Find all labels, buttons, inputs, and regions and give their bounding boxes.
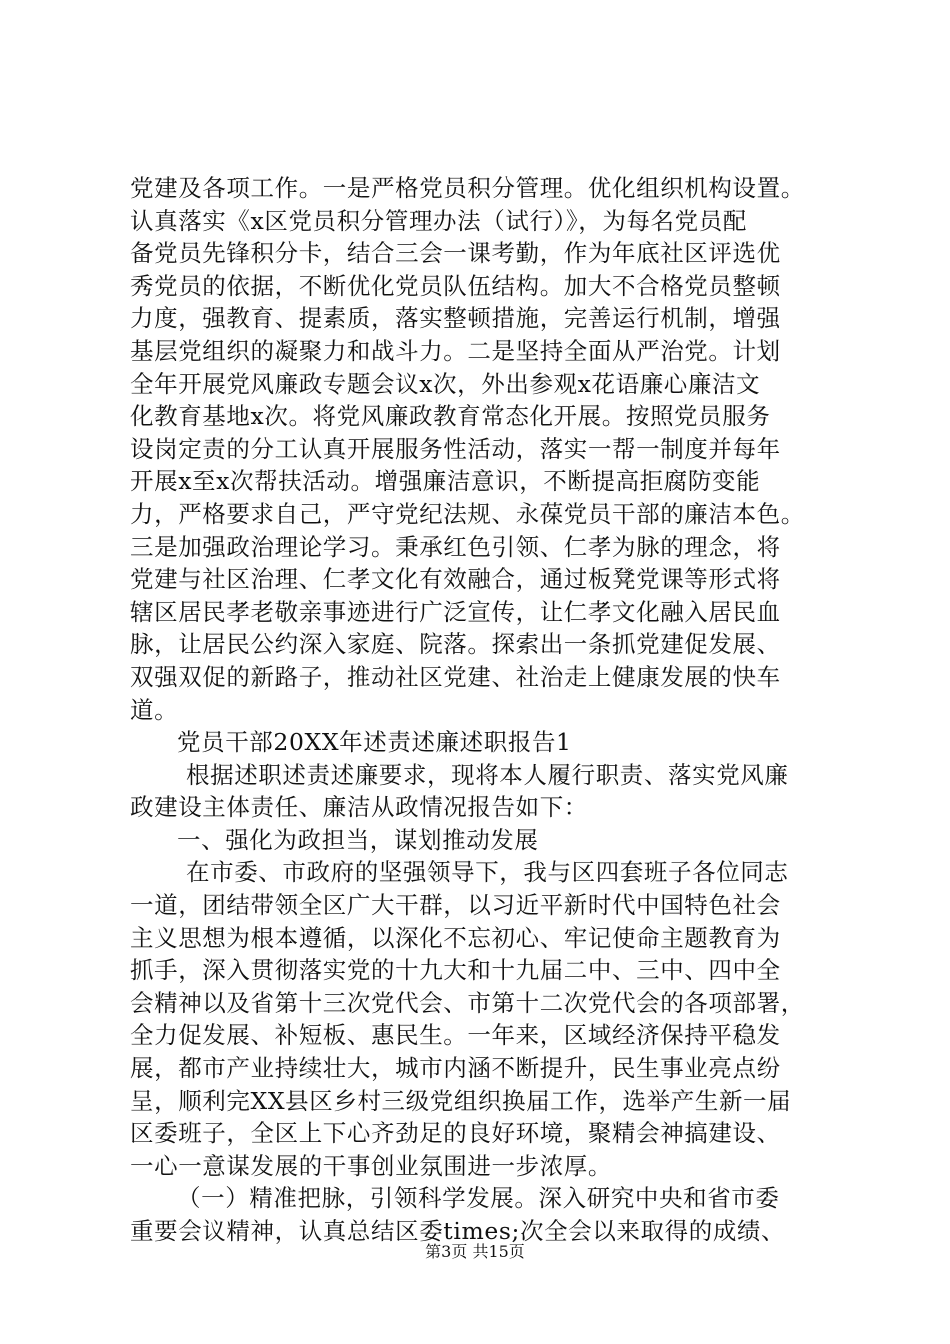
text-line: 全年开展党风廉政专题会议x次，外出参观x花语廉心廉洁文 xyxy=(130,369,761,398)
text-line: 党建及各项工作。一是严格党员积分管理。优化组织机构设置。 xyxy=(130,174,805,202)
text-line: 化教育基地x次。将党风廉政教育常态化开展。按照党员服务 xyxy=(130,402,771,431)
page-number-footer: 第3页 共15页 xyxy=(425,1242,525,1261)
text-line: 党建与社区治理、仁孝文化有效融合，通过板凳党课等形式将 xyxy=(130,565,781,594)
text-line: 重要会议精神，认真总结区委times;次全会以来取得的成绩、 xyxy=(130,1217,786,1245)
text-line: 政建设主体责任、廉洁从政情况报告如下： xyxy=(130,793,588,822)
text-line: 认真落实《x区党员积分管理办法（试行）》，为每名党员配 xyxy=(130,206,747,235)
text-line: 双强双促的新路子，推动社区党建、社治走上健康发展的快车 xyxy=(130,662,781,691)
text-line: 呈，顺利完XX县区乡村三级党组织换届工作，选举产生新一届 xyxy=(130,1086,792,1115)
text-line: 基层党组织的凝聚力和战斗力。二是坚持全面从严治党。计划 xyxy=(130,336,781,365)
text-line: 辖区居民孝老敬亲事迹进行广泛宣传，让仁孝文化融入居民血 xyxy=(130,597,781,626)
text-line: 开展x至x次帮扶活动。增强廉洁意识，不断提高拒腐防变能 xyxy=(130,467,761,496)
text-line: 展，都市产业持续壮大，城市内涵不断提升，民生事业亮点纷 xyxy=(130,1054,781,1083)
text-line: 秀党员的依据，不断优化党员队伍结构。加大不合格党员整顿 xyxy=(130,271,781,300)
text-line: 在市委、市政府的坚强领导下，我与区四套班子各位同志 xyxy=(186,858,789,887)
text-line: 根据述职述责述廉要求，现将本人履行职责、落实党风廉 xyxy=(186,760,789,789)
document-body xyxy=(130,172,832,1248)
text-line: 会精神以及省第十三次党代会、市第十二次党代会的各项部署， xyxy=(130,988,805,1017)
text-line: 三是加强政治理论学习。秉承红色引领、仁孝为脉的理念，将 xyxy=(130,532,781,561)
text-line: 一道，团结带领全区广大干群，以习近平新时代中国特色社会 xyxy=(130,891,781,920)
text-line: 力，严格要求自己，严守党纪法规、永葆党员干部的廉洁本色。 xyxy=(130,499,805,528)
text-line: 力度，强教育、提素质，落实整顿措施，完善运行机制，增强 xyxy=(130,304,781,333)
text-line: 区委班子，全区上下心齐劲足的良好环境，聚精会神搞建设、 xyxy=(130,1119,781,1148)
text-line: 主义思想为根本遵循，以深化不忘初心、牢记使命主题教育为 xyxy=(130,923,781,952)
section-heading: 一、强化为政担当，谋划推动发展 xyxy=(177,825,539,854)
text-line: 备党员先锋积分卡，结合三会一课考勤，作为年底社区评选优 xyxy=(130,239,781,268)
text-line: 设岗定责的分工认真开展服务性活动，落实一帮一制度并每年 xyxy=(130,434,781,463)
text-line: 一心一意谋发展的干事创业氛围进一步浓厚。 xyxy=(130,1151,612,1180)
text-line: 全力促发展、补短板、惠民生。一年来，区域经济保持平稳发 xyxy=(130,1021,781,1050)
text-line: 脉，让居民公约深入家庭、院落。探索出一条抓党建促发展、 xyxy=(130,630,781,659)
section-title: 党员干部20XX年述责述廉述职报告1 xyxy=(177,728,572,757)
text-line: 道。 xyxy=(130,695,179,724)
text-line: 抓手，深入贯彻落实党的十九大和十九届二中、三中、四中全 xyxy=(130,956,781,985)
subsection-line: （一）精准把脉，引领科学发展。深入研究中央和省市委 xyxy=(177,1184,780,1213)
